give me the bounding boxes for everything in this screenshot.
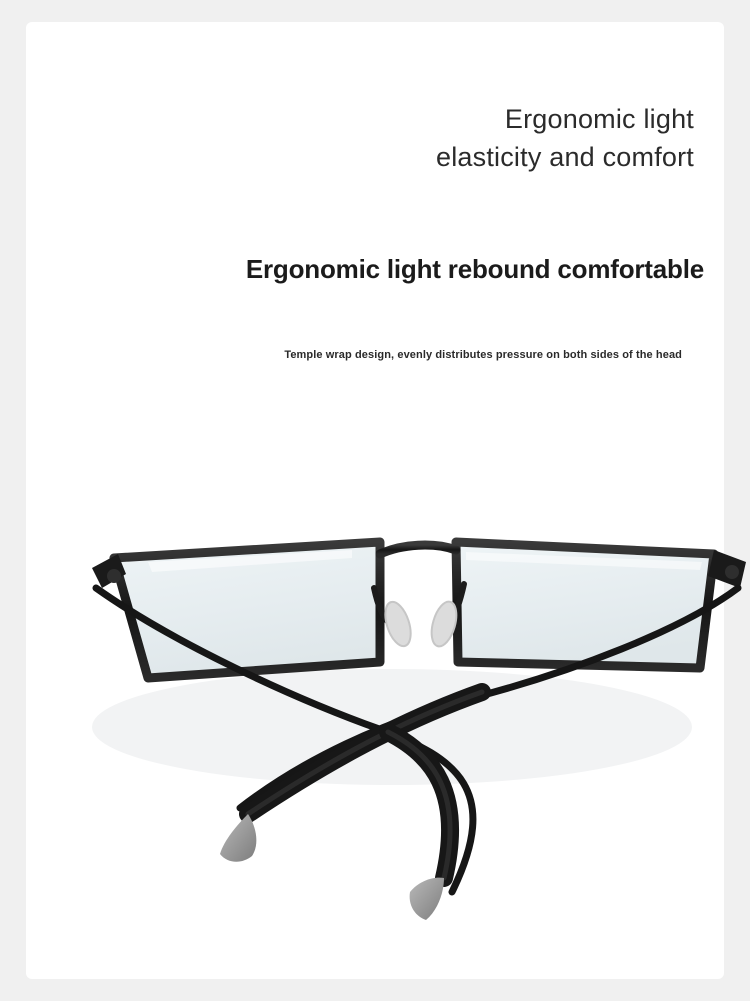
product-photo [52, 492, 750, 962]
headline-line-2: elasticity and comfort [436, 142, 694, 172]
headline [134, 100, 694, 176]
feature-caption: Temple wrap design, evenly distributes pressure on both sides of the head [284, 349, 682, 361]
content-card [26, 22, 724, 979]
headline-line-1: Ergonomic light [504, 104, 694, 134]
subheadline: Ergonomic light rebound comfortable [245, 254, 704, 284]
